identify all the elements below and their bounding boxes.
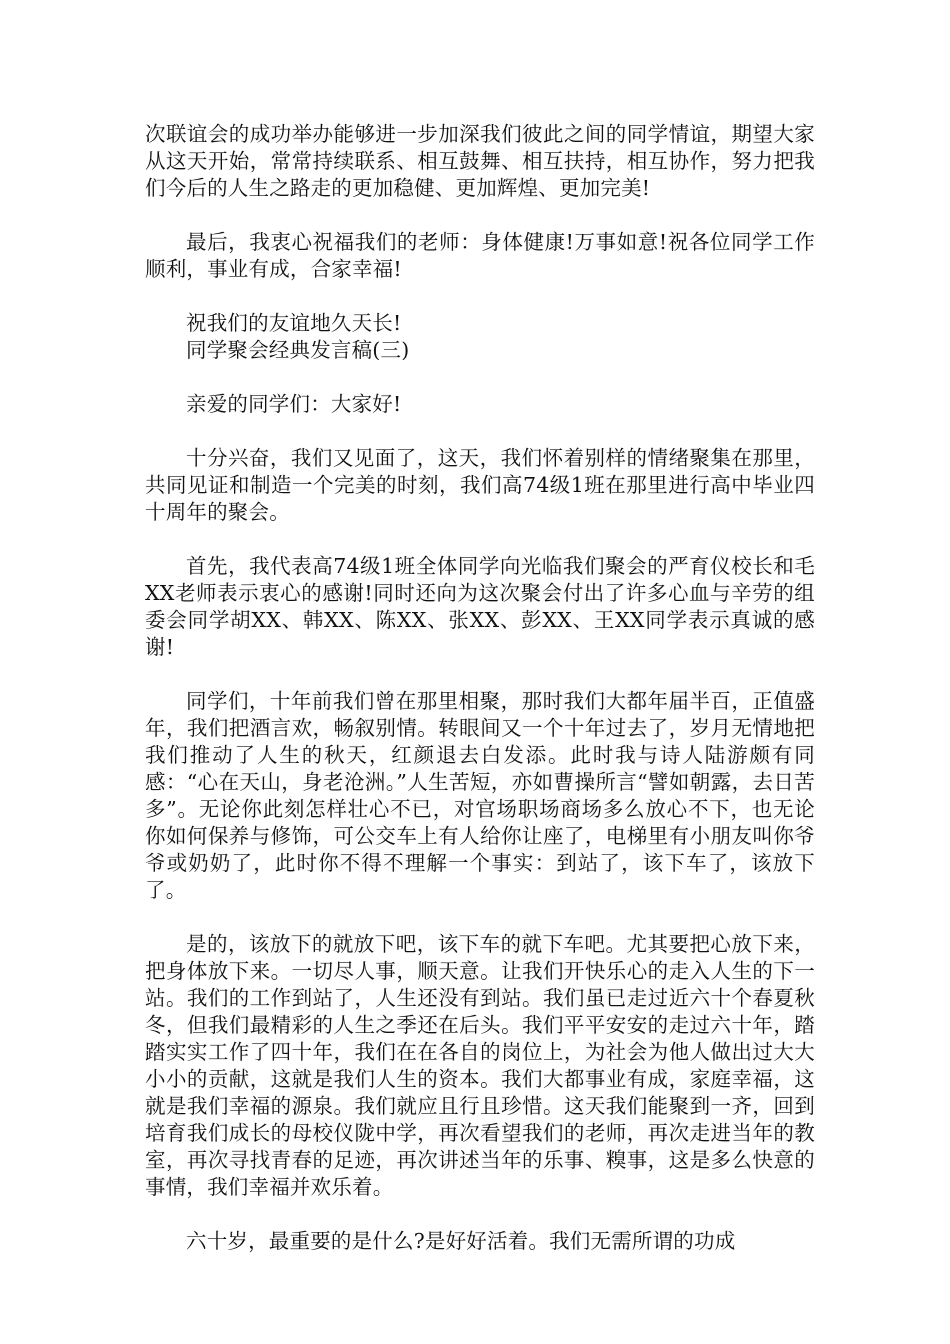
paragraph-sixty: 六十岁，最重要的是什么?是好好活着。我们无需所谓的功成 bbox=[186, 1229, 736, 1253]
paragraph-letting-go: 是的，该放下的就放下吧，该下车的就下车吧。尤其要把心放下来，把身体放下来。一切尽人事，顺天意。让我们开快乐心的走入人生的下一站。我们的工作到站了，人生还没有到站。我们虽已走过近六十个春夏秋冬，但我们最精彩的人生之季还在后头。我们平平安安的走过六十年，踏踏实实工作了四十年，我们在在各自的岗位上，为社会为他人做出过大大小小的贡献，这就是我们人生的资本。我们大都事业有成，家庭幸福，这就是我们幸福的源泉。我们就应且行且珍惜。这天我们能聚到一齐，回到培育我们成长的母校仪陇中学，再次看望我们的老师，再次走进当年的教室，再次寻找青春的足迹，再次讲述当年的乐事、糗事，这是多么快意的事情，我们幸福并欢乐着。 bbox=[145, 932, 815, 1199]
paragraph-continuation: 次联谊会的成功举办能够进一步加深我们彼此之间的同学情谊，期望大家从这天开始，常常持续联系、相互鼓舞、相互扶持，相互协作，努力把我们今后的人生之路走的更加稳健、更加辉煌、更加完美! bbox=[145, 122, 815, 200]
section-heading: 同学聚会经典发言稿(三) bbox=[186, 338, 410, 362]
paragraph-blessing: 最后，我衷心祝福我们的老师：身体健康!万事如意!祝各位同学工作顺利，事业有成，合家幸福! bbox=[145, 230, 815, 281]
paragraph-thanks: 首先，我代表高74级1班全体同学向光临我们聚会的严育仪校长和毛XX老师表示衷心的感谢!同时还向为这次聚会付出了许多心血与辛劳的组委会同学胡XX、韩XX、陈XX、张XX、彭XX、王XX同学表示真诚的感谢! bbox=[145, 554, 815, 659]
paragraph-opening: 十分兴奋，我们又见面了，这天，我们怀着别样的情绪聚集在那里，共同见证和制造一个完美的时刻，我们高74级1班在那里进行高中毕业四十周年的聚会。 bbox=[145, 446, 815, 524]
document-page bbox=[145, 121, 815, 1282]
paragraph-reflection: 同学们，十年前我们曾在那里相聚，那时我们大都年届半百，正值盛年，我们把酒言欢，畅叙别情。转眼间又一个十年过去了，岁月无情地把我们推动了人生的秋天，红颜退去白发添。此时我与诗人陆游颇有同感：“心在天山，身老沧洲。”人生苦短，亦如曹操所言“譬如朝露，去日苦多”。无论你此刻怎样壮心不已，对官场职场商场多么放心不下，也无论你如何保养与修饰，可公交车上有人给你让座了，电梯里有小朋友叫你爷爷或奶奶了，此时你不得不理解一个事实：到站了，该下车了，该放下了。 bbox=[145, 689, 815, 902]
paragraph-friendship: 祝我们的友谊地久天长! bbox=[186, 311, 402, 335]
paragraph-greeting: 亲爱的同学们：大家好! bbox=[186, 392, 402, 416]
